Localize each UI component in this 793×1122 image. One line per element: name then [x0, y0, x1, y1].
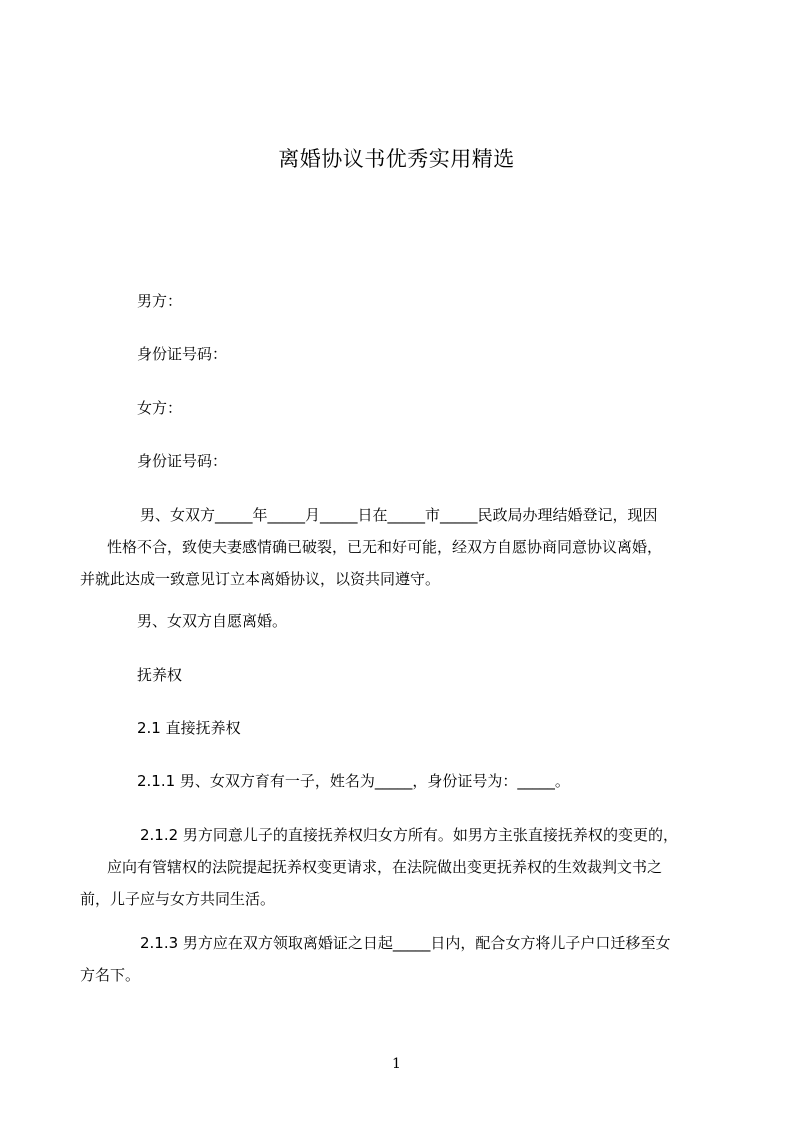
clause-2-1-2-line-1: 2.1.2 男方同意儿子的直接抚养权归女方所有。如男方主张直接抚养权的变更的，	[140, 826, 678, 844]
clause-2-1-2-line-2: 应向有管辖权的法院提起抚养权变更请求，在法院做出变更抚养权的生效裁判文书之	[107, 858, 663, 876]
male-id-field-label: 身份证号码：	[137, 345, 228, 363]
intro-line-2: 性格不合，致使夫妻感情确已破裂，已无和好可能，经双方自愿协商同意协议离婚，	[107, 538, 663, 556]
section-2-1-heading: 2.1 直接抚养权	[137, 719, 241, 737]
clause-2-1-3-line-2: 方名下。	[80, 966, 141, 984]
section-custody-heading: 抚养权	[137, 666, 183, 684]
clause-2-1-2	[80, 819, 678, 915]
female-id-field-label: 身份证号码：	[137, 452, 228, 470]
clause-2-1-3-line-1: 2.1.3 男方应在双方领取离婚证之日起_____日内，配合女方将儿子户口迁移至女	[140, 934, 671, 952]
female-field-label: 女方：	[137, 399, 183, 417]
clause-2-1-3	[80, 927, 670, 991]
intro-line-3: 并就此达成一致意见订立本离婚协议，以资共同遵守。	[80, 570, 441, 588]
page-number: 1	[392, 1056, 401, 1072]
clause-2-1-1: 2.1.1 男、女双方育有一子，姓名为_____，身份证号为：_____。	[137, 772, 570, 790]
intro-paragraph	[80, 499, 662, 595]
clause-2-1-2-line-3: 前，儿子应与女方共同生活。	[80, 890, 276, 908]
clause-1: 男、女双方自愿离婚。	[137, 612, 288, 630]
document-title: 离婚协议书优秀实用精选	[278, 147, 515, 171]
intro-line-1: 男、女双方_____年_____月_____日在_____市_____民政局办理结婚登记，现因	[140, 506, 658, 524]
male-field-label: 男方：	[137, 292, 183, 310]
